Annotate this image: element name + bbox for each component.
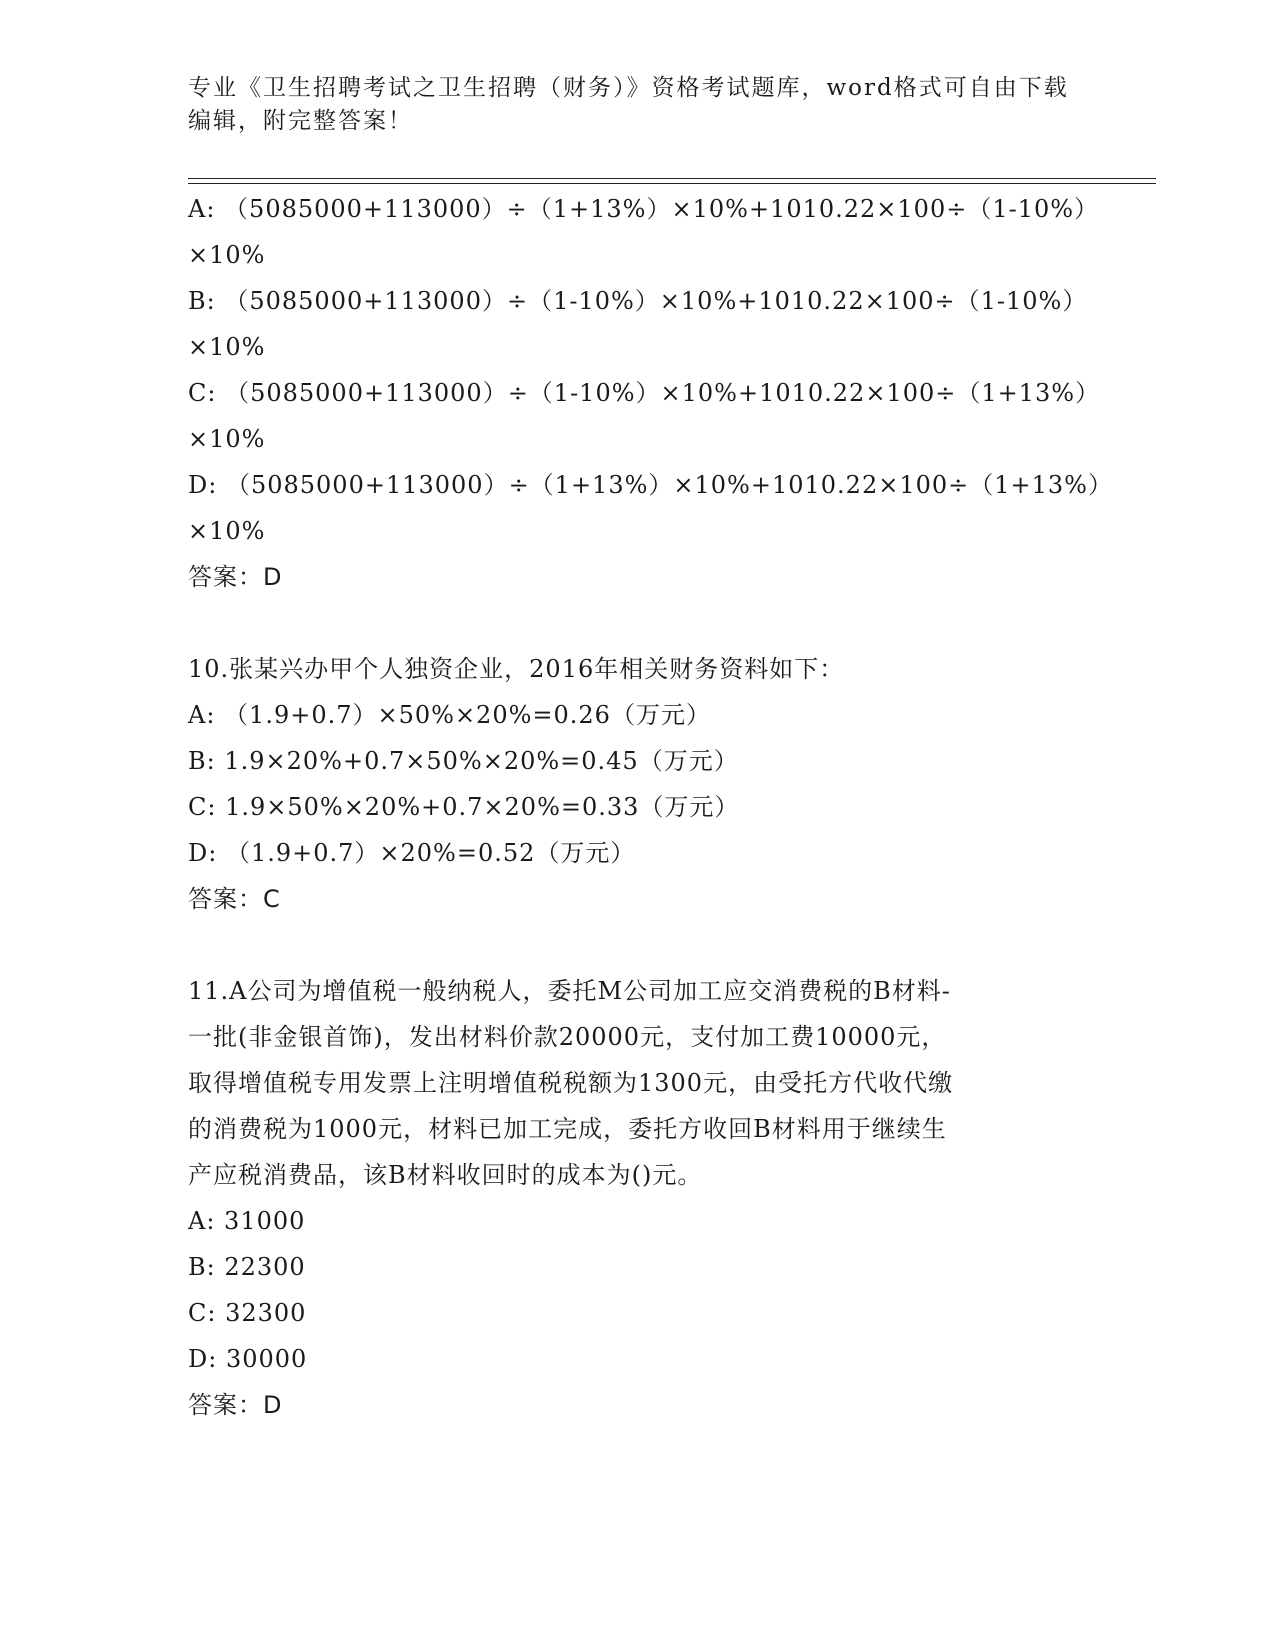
answer-11: 答案：D xyxy=(188,1391,283,1419)
header-divider-top xyxy=(188,178,1156,179)
spacer xyxy=(188,922,1088,968)
document-header xyxy=(188,72,1088,138)
question-text: 10.张某兴办甲个人独资企业，2016年相关财务资料如下： xyxy=(188,655,845,683)
question-10 xyxy=(188,646,1088,922)
option-b-line-2: ×10% xyxy=(188,333,266,361)
option-c: C: 1.9×50%×20%+0.7×20%=0.33（万元） xyxy=(188,793,740,821)
option-d: D: 30000 xyxy=(188,1345,308,1373)
option-a-line-1: A: （5085000+113000）÷（1+13%）×10%+1010.22×100÷（1-10%） xyxy=(188,195,1100,223)
document-body xyxy=(188,186,1113,1428)
option-b: B: 22300 xyxy=(188,1253,306,1281)
question-11 xyxy=(188,968,1088,1428)
header-line-2: 编辑，附完整答案！ xyxy=(188,108,413,134)
answer-10: 答案：C xyxy=(188,885,281,913)
header-divider-bottom xyxy=(188,183,1156,184)
option-c-line-2: ×10% xyxy=(188,425,266,453)
option-a: A: 31000 xyxy=(188,1207,306,1235)
option-a: A: （1.9+0.7）×50%×20%=0.26（万元） xyxy=(188,701,711,729)
question-text-line-3: 取得增值税专用发票上注明增值税税额为1300元，由受托方代收代缴 xyxy=(188,1069,954,1097)
spacer xyxy=(188,600,1088,646)
option-c-line-1: C: （5085000+113000）÷（1-10%）×10%+1010.22×100÷（1+13%） xyxy=(188,379,1101,407)
option-d-line-1: D: （5085000+113000）÷（1+13%）×10%+1010.22×100÷（1+13%） xyxy=(188,471,1113,499)
option-a-line-2: ×10% xyxy=(188,241,266,269)
header-line-1: 专业《卫生招聘考试之卫生招聘（财务）》资格考试题库，word格式可自由下载 xyxy=(188,75,1069,101)
question-text-line-4: 的消费税为1000元，材料已加工完成，委托方收回B材料用于继续生 xyxy=(188,1115,947,1143)
option-b: B: 1.9×20%+0.7×50%×20%=0.45（万元） xyxy=(188,747,739,775)
answer-9: 答案：D xyxy=(188,563,283,591)
question-text-line-1: 11.A公司为增值税一般纳税人，委托M公司加工应交消费税的B材料- xyxy=(188,977,951,1005)
question-9-options xyxy=(188,186,1113,600)
question-text-line-5: 产应税消费品，该B材料收回时的成本为()元。 xyxy=(188,1161,703,1189)
option-b-line-1: B: （5085000+113000）÷（1-10%）×10%+1010.22×100÷（1-10%） xyxy=(188,287,1088,315)
option-c: C: 32300 xyxy=(188,1299,307,1327)
option-d-line-2: ×10% xyxy=(188,517,266,545)
question-text-line-2: 一批(非金银首饰)，发出材料价款20000元，支付加工费10000元， xyxy=(188,1023,947,1051)
option-d: D: （1.9+0.7）×20%=0.52（万元） xyxy=(188,839,636,867)
